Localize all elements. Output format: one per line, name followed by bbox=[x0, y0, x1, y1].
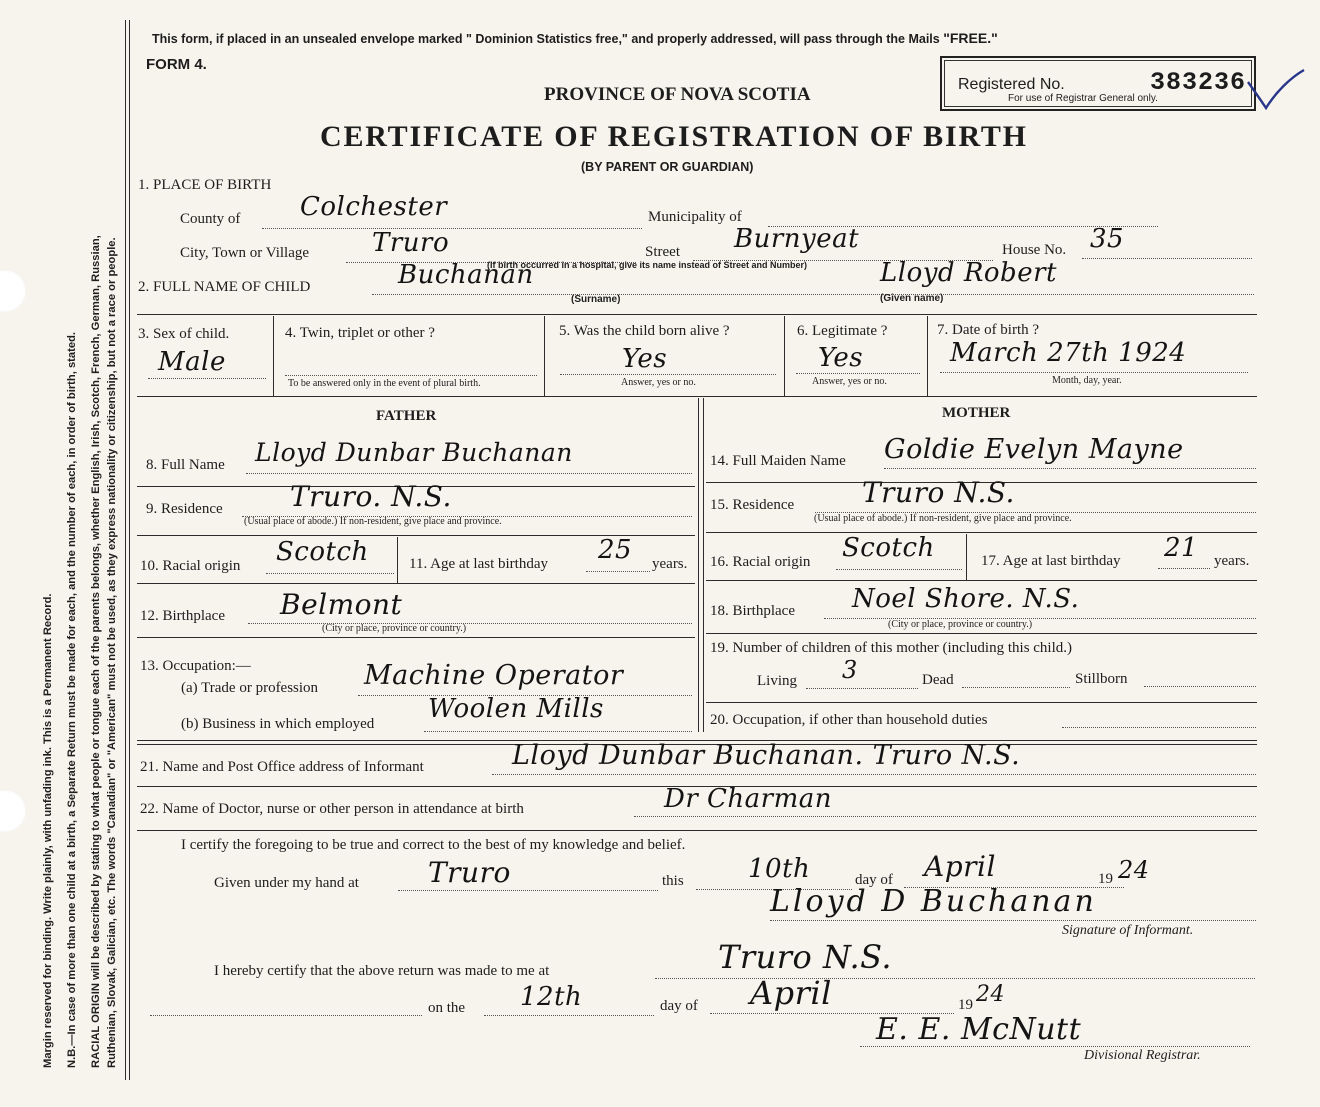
alive-line bbox=[560, 374, 776, 375]
father-abode-note: (Usual place of abode.) If non-resident, give place and province. bbox=[244, 516, 502, 527]
given-at-line bbox=[398, 890, 658, 891]
alive-value: Yes bbox=[622, 344, 668, 374]
mother-racial-line bbox=[836, 569, 962, 570]
father-name-label: 8. Full Name bbox=[146, 457, 225, 473]
city-label: City, Town or Village bbox=[180, 245, 310, 261]
margin-note-2: N.B.—In case of more than one child at a birth, a Separate Return must be made for each, and the number of each, in order of birth, stated. bbox=[66, 331, 78, 1068]
row-divider-5 bbox=[137, 830, 1257, 831]
doctor-label: 22. Name of Doctor, nurse or other person in attendance at birth bbox=[140, 801, 524, 817]
mother-abode-note: (Usual place of abode.) If non-resident, give place and province. bbox=[814, 513, 1072, 524]
on-year-value: 24 bbox=[976, 982, 1005, 1007]
registered-number: 383236 bbox=[1150, 68, 1247, 97]
month-value: April bbox=[924, 850, 996, 883]
living-value: 3 bbox=[842, 656, 858, 684]
father-residence-label: 9. Residence bbox=[146, 501, 223, 517]
city-value: Truro bbox=[372, 228, 450, 258]
center-divider-2 bbox=[703, 398, 704, 732]
doctor-value: Dr Charman bbox=[664, 784, 833, 814]
margin-rule-2 bbox=[129, 20, 130, 1080]
on-month-value: April bbox=[750, 974, 832, 1012]
on-day-line bbox=[484, 1015, 654, 1016]
page-subtitle: (BY PARENT OR GUARDIAN) bbox=[581, 160, 754, 174]
mother-occupation-label: 20. Occupation, if other than household duties bbox=[710, 712, 988, 728]
father-age-label: 11. Age at last birthday bbox=[409, 556, 548, 572]
year-value: 24 bbox=[1118, 856, 1150, 884]
punch-hole-top bbox=[0, 270, 26, 312]
father-racial-label: 10. Racial origin bbox=[140, 558, 241, 574]
row-divider-2 bbox=[137, 396, 1257, 397]
mother-name-label: 14. Full Maiden Name bbox=[710, 453, 846, 469]
father-birthplace-label: 12. Birthplace bbox=[140, 608, 225, 624]
twin-note: To be answered only in the event of plural birth. bbox=[288, 378, 481, 389]
county-label: County of bbox=[180, 211, 241, 227]
col-divider-1 bbox=[273, 316, 274, 396]
col-divider-2 bbox=[544, 316, 545, 396]
informant-value: Lloyd Dunbar Buchanan. Truro N.S. bbox=[512, 740, 1021, 771]
this-label: this bbox=[662, 873, 684, 889]
street-label: Street bbox=[645, 244, 680, 260]
row-divider-1 bbox=[137, 314, 1257, 315]
margin-rule bbox=[125, 20, 126, 1080]
margin-note-3: RACIAL ORIGIN will be described by stating to what people or tongue each of the parents belongs, whether English, Irish, Scotch, French, German, Russian, bbox=[90, 235, 102, 1068]
registered-label: Registered No. bbox=[958, 76, 1065, 93]
place-of-birth-label: 1. PLACE OF BIRTH bbox=[138, 177, 272, 193]
mail-notice: This form, if placed in an unsealed envelope marked " Dominion Statistics free," and properly addressed, will pass through the Mails "FREE." bbox=[152, 30, 998, 46]
father-trade-label: (a) Trade or profession bbox=[181, 680, 319, 696]
twin-label: 4. Twin, triplet or other ? bbox=[285, 325, 435, 341]
house-label: House No. bbox=[1002, 242, 1067, 258]
province-title: PROVINCE OF NOVA SCOTIA bbox=[544, 84, 811, 105]
mother-children-label: 19. Number of children of this mother (including this child.) bbox=[710, 640, 1073, 656]
father-occupation-label: 13. Occupation:— bbox=[140, 658, 251, 674]
free-label: "FREE." bbox=[943, 30, 998, 46]
informant-signature: Lloyd D Buchanan bbox=[770, 884, 1097, 919]
mother-years-label: years. bbox=[1214, 553, 1250, 569]
mother-residence-label: 15. Residence bbox=[710, 497, 795, 513]
father-racial-line bbox=[266, 573, 394, 574]
registrar-signature: E. E. McNutt bbox=[876, 1012, 1082, 1047]
year-prefix: 19 bbox=[1098, 871, 1113, 887]
mother-divider-4 bbox=[706, 633, 1257, 634]
living-label: Living bbox=[757, 673, 797, 689]
father-birthplace-value: Belmont bbox=[280, 588, 403, 621]
hospital-note: (If birth occurred in a hospital, give its name instead of Street and Number) bbox=[487, 260, 808, 270]
punch-hole-bottom bbox=[0, 790, 26, 832]
mother-age-label: 17. Age at last birthday bbox=[981, 553, 1121, 569]
father-trade-value: Machine Operator bbox=[364, 660, 624, 691]
given-at-value: Truro bbox=[428, 856, 511, 889]
surname-note: (Surname) bbox=[571, 294, 621, 305]
on-the-label: on the bbox=[428, 1000, 466, 1016]
full-name-label: 2. FULL NAME OF CHILD bbox=[138, 279, 311, 295]
day-value: 10th bbox=[748, 854, 811, 884]
county-value: Colchester bbox=[300, 192, 448, 222]
informant-signature-caption: Signature of Informant. bbox=[1062, 923, 1194, 938]
county-line bbox=[262, 228, 642, 229]
alive-label: 5. Was the child born alive ? bbox=[559, 323, 730, 339]
mother-divider-3 bbox=[706, 580, 1257, 581]
checkmark-icon bbox=[1246, 66, 1306, 112]
certify-text: I certify the foregoing to be true and correct to the best of my knowledge and belief. bbox=[181, 837, 686, 853]
dob-line bbox=[940, 372, 1248, 373]
hereby-text: I hereby certify that the above return was made to me at bbox=[214, 963, 550, 979]
mother-birthplace-label: 18. Birthplace bbox=[710, 603, 795, 619]
father-business-line bbox=[424, 731, 692, 732]
house-line bbox=[1082, 258, 1252, 259]
legit-note: Answer, yes or no. bbox=[812, 376, 887, 387]
father-divider-3 bbox=[137, 583, 695, 584]
dob-note: Month, day, year. bbox=[1052, 375, 1122, 386]
mother-place-note: (City or place, province or country.) bbox=[888, 619, 1033, 630]
on-the-leader bbox=[150, 1015, 422, 1016]
form-number: FORM 4. bbox=[146, 56, 207, 73]
informant-signature-line bbox=[770, 920, 1256, 921]
mother-residence-value: Truro N.S. bbox=[862, 476, 1015, 509]
father-divider-4 bbox=[137, 637, 695, 638]
legit-line bbox=[796, 373, 920, 374]
col-divider-4 bbox=[927, 316, 928, 396]
dob-label: 7. Date of birth ? bbox=[937, 322, 1040, 338]
registrar-signature-line bbox=[860, 1046, 1250, 1047]
father-place-note: (City or place, province or country.) bbox=[322, 623, 467, 634]
day-of-label-2: day of bbox=[660, 998, 698, 1014]
dob-value: March 27th 1924 bbox=[950, 338, 1187, 368]
mother-birthplace-value: Noel Shore. N.S. bbox=[852, 584, 1080, 614]
full-name-line bbox=[372, 294, 1254, 295]
father-racial-value: Scotch bbox=[276, 537, 369, 567]
mother-age-value: 21 bbox=[1164, 533, 1199, 563]
father-business-value: Woolen Mills bbox=[428, 694, 604, 724]
mother-name-value: Goldie Evelyn Mayne bbox=[884, 434, 1184, 465]
mother-racial-divider bbox=[966, 534, 967, 580]
mother-age-line bbox=[1158, 568, 1210, 569]
stillborn-label: Stillborn bbox=[1075, 671, 1128, 687]
given-name-value: Lloyd Robert bbox=[880, 258, 1057, 288]
alive-note: Answer, yes or no. bbox=[621, 377, 696, 388]
mother-occupation-line bbox=[1062, 727, 1256, 728]
page-title: CERTIFICATE OF REGISTRATION OF BIRTH bbox=[320, 120, 1028, 153]
living-line bbox=[806, 688, 918, 689]
on-day-value: 12th bbox=[520, 982, 583, 1012]
mother-racial-value: Scotch bbox=[842, 533, 935, 563]
mother-racial-label: 16. Racial origin bbox=[710, 554, 811, 570]
sex-value: Male bbox=[158, 347, 226, 377]
mother-heading: MOTHER bbox=[942, 405, 1011, 421]
legit-value: Yes bbox=[818, 343, 864, 373]
father-business-label: (b) Business in which employed bbox=[181, 716, 375, 732]
margin-note-4: Ruthenian, Slovak, Galician, etc. The words "Canadian" or "American" must not be used, as they express nationality or citizenship, but not a race or people. bbox=[106, 237, 118, 1068]
legit-label: 6. Legitimate ? bbox=[797, 323, 888, 339]
informant-line bbox=[492, 774, 1256, 775]
margin-note-1: Margin reserved for binding. Write plainly, with unfading ink. This is a Permanent Record. bbox=[42, 593, 54, 1068]
made-at-line bbox=[655, 978, 1255, 979]
col-divider-3 bbox=[784, 316, 785, 396]
municipality-label: Municipality of bbox=[648, 209, 742, 225]
twin-line bbox=[285, 375, 537, 376]
house-value: 35 bbox=[1090, 224, 1125, 254]
father-age-line bbox=[586, 571, 650, 572]
made-at-value: Truro N.S. bbox=[718, 938, 893, 976]
father-name-value: Lloyd Dunbar Buchanan bbox=[255, 438, 573, 467]
given-name-note: (Given name) bbox=[880, 293, 944, 304]
father-years-label: years. bbox=[652, 556, 688, 572]
mother-name-line bbox=[884, 468, 1256, 469]
father-heading: FATHER bbox=[376, 408, 437, 424]
surname-value: Buchanan bbox=[398, 260, 534, 290]
center-divider bbox=[698, 398, 699, 732]
father-residence-value: Truro. N.S. bbox=[290, 480, 452, 513]
registrar-note: For use of Registrar General only. bbox=[1008, 93, 1158, 104]
mother-divider-5 bbox=[706, 702, 1257, 703]
stillborn-line bbox=[1144, 686, 1256, 687]
sex-label: 3. Sex of child. bbox=[138, 326, 230, 342]
father-birthplace-line bbox=[248, 623, 692, 624]
year-prefix-2: 19 bbox=[958, 997, 973, 1013]
day-of-label: day of bbox=[855, 872, 893, 888]
registrar-caption: Divisional Registrar. bbox=[1084, 1048, 1201, 1063]
dead-line bbox=[962, 687, 1070, 688]
doctor-line bbox=[634, 816, 1256, 817]
dead-label: Dead bbox=[922, 672, 954, 688]
father-age-value: 25 bbox=[598, 535, 633, 565]
sex-line bbox=[148, 378, 266, 379]
informant-label: 21. Name and Post Office address of Informant bbox=[140, 759, 424, 775]
father-racial-divider bbox=[397, 537, 398, 583]
father-name-line bbox=[246, 473, 692, 474]
street-value: Burnyeat bbox=[734, 224, 860, 254]
given-at-label: Given under my hand at bbox=[214, 875, 359, 891]
